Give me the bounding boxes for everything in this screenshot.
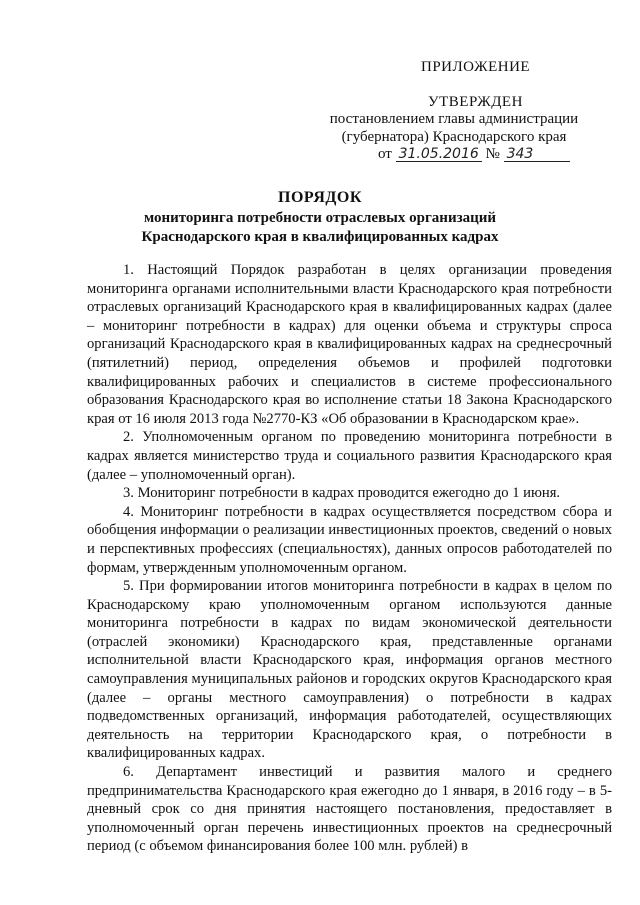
paragraph-3: 3. Мониторинг потребности в кадрах проводится ежегодно до 1 июня.: [123, 485, 561, 502]
paragraph-1: 1. Настоящий Порядок разработан в целях организации проведения мониторинга органами исполнительными власти Краснодарского края потребности отраслевых организаций Краснодарского края в квалифицированных кадрах (далее – мониторинг потребности в кадрах) для оценки объема и структуры спроса организаций Краснодарского края в квалифицированных кадрах на среднесрочный (пятилетний) период, определения объемов и профилей подготовки квалифицированных рабочих и специалистов в системе профессионального образования Краснодарского края во исполнение статьи 18 Закона Краснодарского края от 16 июля 2013 года №2770-КЗ «Об образовании в Краснодарском крае».: [87, 262, 612, 427]
handwritten-date: 31.05.2016: [396, 147, 482, 162]
number-prefix: №: [485, 146, 500, 162]
document-subtitle-line-1: мониторинга потребности отраслевых организаций: [143, 210, 497, 226]
approved-label: УТВЕРЖДЕН: [428, 94, 523, 110]
paragraph-5: 5. При формировании итогов мониторинга потребности в кадрах в целом по Краснодарскому краю уполномоченным органом используются данные мониторинга потребности в кадрах по видам экономической деятельности (отраслей экономики) Краснодарского края, представленные органами исполнительной власти Краснодарского края, информация органов местного самоуправления муниципальных районов и городских округов Краснодарского края (далее – органы местного самоуправления) о потребности в кадрах подведомственных организаций, информация работодателей, осуществляющих деятельность на территории Краснодарского края, о потребности в квалифицированных кадрах.: [87, 578, 612, 762]
paragraph-6: 6. Департамент инвестиций и развития малого и среднего предпринимательства Краснодарского края ежегодно до 1 января, в 2016 году – в 5-дневный срок со дня принятия настоящего постановления, предоставляет в уполномоченный орган перечень инвестиционных проектов на среднесрочный период (с объемом финансирования более 100 млн. рублей) в: [87, 764, 612, 855]
handwritten-number: 343: [504, 147, 570, 162]
appendix-label: ПРИЛОЖЕНИЕ: [421, 59, 531, 75]
paragraph-2: 2. Уполномоченным органом по проведению мониторинга потребности в кадрах является министерство труда и социального развития Краснодарского края (далее – уполномоченный орган).: [87, 429, 612, 483]
document-title: ПОРЯДОК: [278, 189, 362, 206]
paragraph-4: 4. Мониторинг потребности в кадрах осуществляется посредством сбора и обобщения информации о реализации инвестиционных проектов, сведений о новых и перспективных профессиях (специальностях), данных опросов работодателей по формам, утвержденным уполномоченным органом.: [87, 503, 612, 576]
date-prefix: от: [378, 146, 392, 162]
approved-by-line-1: постановлением главы администрации: [329, 111, 579, 127]
approved-by-line-2: (губернатора) Краснодарского края: [341, 129, 567, 145]
document-body: [87, 261, 612, 856]
date-number-line: [378, 145, 570, 163]
document-subtitle-line-2: Краснодарского края в квалифицированных кадрах: [141, 229, 499, 245]
